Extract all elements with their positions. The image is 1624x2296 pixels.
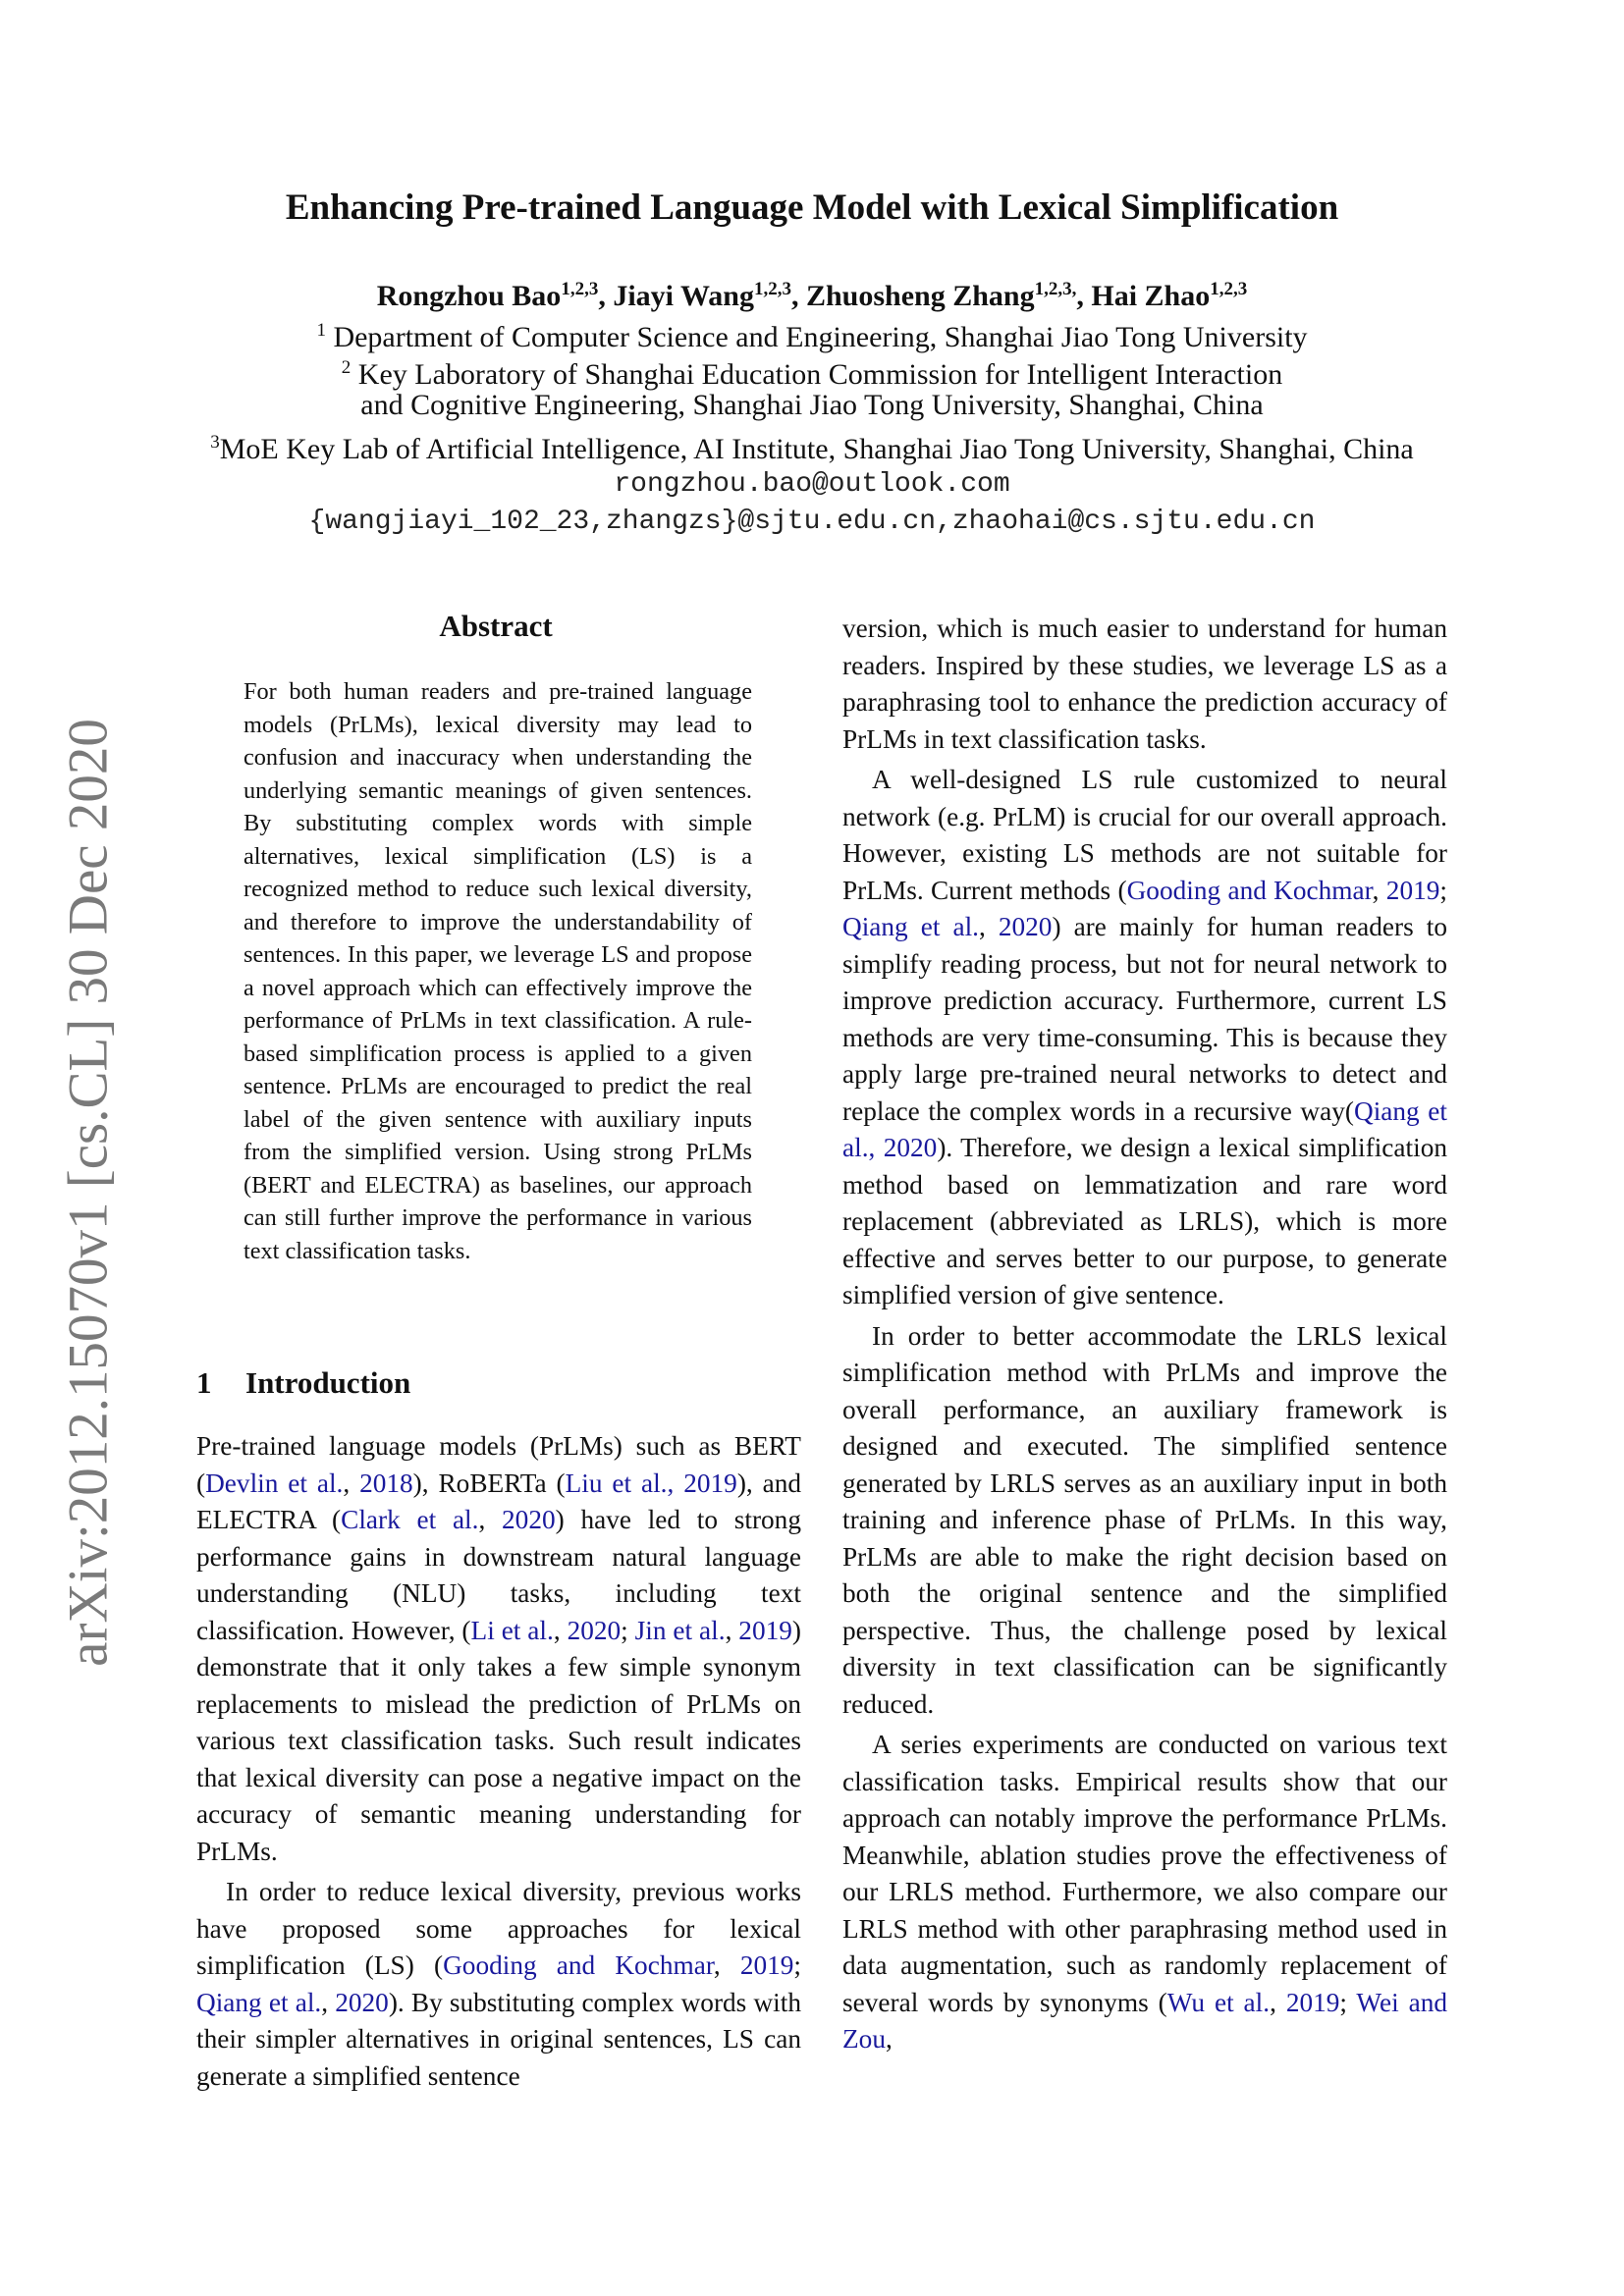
affiliation-mark: 2 [341,357,352,378]
paper-title: Enhancing Pre-trained Language Model with Lexical Simplification [285,187,1339,228]
email-line-1: rongzhou.bao@outlook.com [614,469,1010,500]
section-number: 1 [196,1365,212,1400]
text [875,1133,883,1162]
citation-link[interactable]: 2019 [683,1468,737,1498]
text: , [1270,1987,1286,2017]
citation-link[interactable]: 2020 [502,1505,556,1534]
affiliation-text: MoE Key Lab of Artificial Intelligence, AI Institute, Shanghai Jiao Tong University, Shanghai, China [219,433,1414,465]
paragraph [196,1874,801,2095]
affiliation-text: Department of Computer Science and Engineering, Shanghai Jiao Tong University [333,321,1308,353]
author-affil-marks: 1,2,3 [753,279,791,299]
citation-link[interactable]: Wei and Zou [842,1987,1448,2054]
author-affil-marks: 1,2,3 [561,279,599,299]
text: , [321,1987,336,2017]
citation-link[interactable]: 2018 [359,1468,413,1498]
text: , [1372,875,1386,905]
arxiv-sidebar [44,707,133,1679]
citation-link[interactable]: Wu et al. [1166,1987,1271,2017]
citation-link[interactable]: Gooding and Kochmar [443,1950,714,1980]
citation-link[interactable]: 2019 [1285,1987,1340,2017]
text: , [553,1615,568,1645]
email-line-2: {wangjiayi_102_23,zhangzs}@sjtu.edu.cn,zhaohai@cs.sjtu.edu.cn [308,507,1316,537]
affiliation-mark: 1 [316,320,326,341]
text: ) demonstrate that it only takes a few simple synonym replacements to mislead the prediction of PrLMs on various text classification tasks. Such result indicates that lexical diversity can pose a negative impact on the accuracy of semantic meaning understanding for PrLMs. [196,1615,801,1866]
citation-link[interactable]: Qiang et al. [196,1987,322,2017]
author-name: Hai Zhao [1091,280,1211,312]
author-affil-marks: 1,2,3 [1210,279,1248,299]
citation-link[interactable]: Devlin et al. [205,1468,344,1498]
citation-link[interactable]: Qiang et al. [842,912,979,941]
abstract-heading: Abstract [439,609,553,643]
text: , [478,1505,503,1534]
text: ). By substituting complex words with their simpler alternatives in original sentences, LS can generate a simplified sentence [196,1987,801,2091]
text: ; [793,1950,801,1980]
text [674,1468,683,1498]
citation-link[interactable]: Clark et al. [341,1505,479,1534]
citation-link[interactable]: 2019 [739,1950,794,1980]
affiliation-mark: 3 [210,432,220,453]
text: ). Therefore, we design a lexical simplification method based on lemmatization and rare word replacement (abbreviated as LRLS), which is more effective and serves better to our purpose, to generate simplified version of give sentence. [842,1133,1447,1309]
text: ; [621,1615,635,1645]
text: ), RoBERTa ( [412,1468,566,1498]
text: ; [1339,1987,1357,2017]
citation-link[interactable]: 2019 [1385,875,1440,905]
affiliation-text: Key Laboratory of Shanghai Education Commission for Intelligent Interaction [357,358,1283,391]
text: ; [1439,875,1447,905]
citation-link[interactable]: 2020 [335,1987,389,2017]
paragraph [842,762,1447,1314]
text: , [713,1950,740,1980]
abstract-body: For both human readers and pre-trained language models (PrLMs), lexical diversity may lead to confusion and inaccuracy when understanding the underlying semantic meanings of given sentences. By substituting complex words with simple alternatives, lexical simplification (LS) is a recognized method to reduce such lexical diversity, and therefore to improve the understandability of sentences. In this paper, we leverage LS and propose a novel approach which can effectively improve the performance of PrLMs in text classification. A rule-based simplification process is applied to a given sentence. PrLMs are encouraged to predict the real label of the given sentence with auxiliary inputs from the simplified version. Using strong PrLMs (BERT and ELECTRA) as baselines, our approach can still further improve the performance in various text classification tasks. [244,678,752,1264]
author-name: Jiayi Wang [613,280,754,312]
text: A series experiments are conducted on various text classification tasks. Empirical results show that our approach can notably improve the performance PrLMs. Meanwhile, ablation studies prove the effectiveness of our LRLS method. Furthermore, we also compare our LRLS method with other paraphrasing method used in data augmentation, such as randomly replacement of several words by synonyms ( [842,1730,1447,2017]
arxiv-identifier: arXiv:2012.15070v1 [cs.CL] 30 Dec 2020 [57,719,120,1667]
author-name: Zhuosheng Zhang [805,280,1035,312]
affiliation-3 [98,424,1526,468]
citation-link[interactable]: Li et al. [470,1615,554,1645]
author-affil-marks: 1,2,3, [1034,279,1077,299]
author-list: Rongzhou Bao$^{1,2,3}$, Jiayi Wang$^{1,2,3}$, Zhuosheng Zhang$^{1,2,3,}$, Hai Zhao$^{1,2,3}$ [376,279,1248,312]
left-column [196,1428,801,2095]
text: A well-designed LS rule customized to neural network (e.g. PrLM) is crucial for our overall approach. However, existing LS methods are not suitable for PrLMs. Current methods ( [842,765,1447,905]
paragraph: In order to better accommodate the LRLS lexical simplification method with PrLMs and improve the overall performance, an auxiliary framework is designed and executed. The simplified sentence generated by LRLS serves as an auxiliary input in both training and inference phase of PrLMs. In this way, PrLMs are able to make the right decision based on both the original sentence and the simplified perspective. Thus, the challenge posed by lexical diversity in text classification can be significantly reduced. [842,1320,1447,1719]
paragraph [196,1428,801,1870]
right-column [842,611,1447,2058]
text: , [725,1615,739,1645]
citation-link[interactable]: 2020 [883,1133,938,1162]
citation-link[interactable]: Qiang et al., [842,1095,1447,1162]
citation-link[interactable]: Gooding and Kochmar [1126,875,1373,905]
paragraph: version, which is much easier to understand for human readers. Inspired by these studies, we leverage LS as a paraphrasing tool to enhance the prediction accuracy of PrLMs in text classification tasks. [842,614,1447,754]
citation-link[interactable]: 2020 [998,912,1053,941]
citation-link[interactable]: Liu et al., [565,1468,675,1498]
text: , [885,2024,893,2054]
text: , [979,912,999,941]
text: In order to reduce lexical diversity, previous works have proposed some approaches for lexical simplification (LS) ( [196,1877,801,1980]
section-title: Introduction [245,1365,411,1400]
author-name: Rongzhou Bao [376,280,562,312]
citation-link[interactable]: 2020 [567,1615,622,1645]
text: ), and ELECTRA ( [196,1468,802,1534]
text: ) are mainly for human readers to simplify reading process, but not for neural network to improve prediction accuracy. Furthermore, current LS methods are very time-consuming. This is because they apply large pre-trained neural networks to detect and replace the complex words in a recursive way( [842,912,1447,1126]
text: ) have led to strong performance gains in downstream natural language understanding (NLU) tasks, including text classification. However, ( [196,1505,801,1645]
text: , [343,1468,360,1498]
citation-link[interactable]: 2019 [738,1615,792,1645]
text: Pre-trained language models (PrLMs) such as BERT ( [196,1431,801,1498]
paragraph [842,1727,1447,2058]
section-heading [196,1365,410,1401]
citation-link[interactable]: Jin et al. [634,1615,726,1645]
affiliation-2-cont: and Cognitive Engineering, Shanghai Jiao Tong University, Shanghai, China [360,389,1264,421]
